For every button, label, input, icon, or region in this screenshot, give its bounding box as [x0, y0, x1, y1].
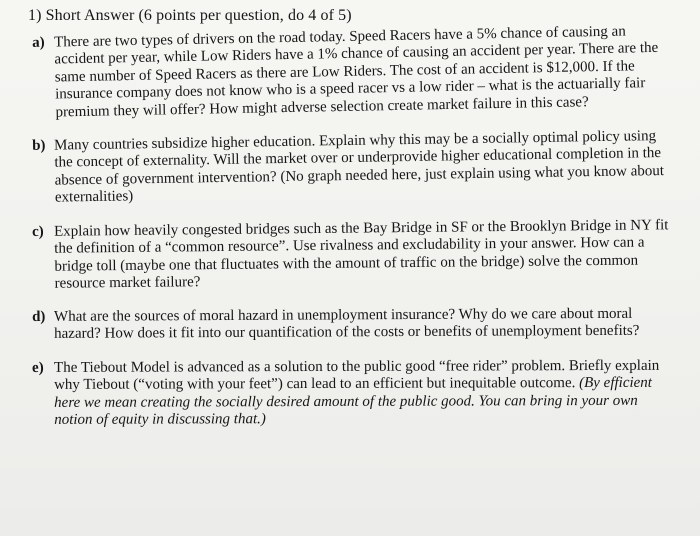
question-list: [28, 23, 680, 430]
question-letter: c): [31, 223, 44, 240]
question-letter: b): [31, 137, 46, 154]
question-text: What are the sources of moral hazard in unemployment insurance? Why do we care about moral hazard? How does it fit into our quantification of the costs or benefits of unemployment benefits?: [53, 306, 640, 343]
question-e: [28, 358, 680, 430]
question-a: [28, 22, 682, 122]
question-letter: e): [31, 360, 44, 377]
question-c: [28, 217, 681, 293]
section-heading: 1) Short Answer (6 points per question, do 4 of 5): [28, 7, 352, 24]
question-text-main: The Tiebout Model is advanced as a solution to the public good “free rider” problem. Briefly explain why Tiebout (“voting with your feet”) can lead to an efficient but inequitable outcome.: [53, 357, 660, 394]
question-text: There are two types of drivers on the road today. Speed Racers have a 5% chance of causing an accident per year, while Low Riders have a 1% chance of causing an accident per year. There are the same number of Speed Racers as there are Low Riders. The cost of an accident is $12,000. If the insurance company does not know who is a speed racer vs a low rider – what is the actuarially fair premium they will offer? How might adverse selection create market failure in this case?: [53, 23, 659, 121]
question-b: [28, 128, 681, 208]
question-text: Many countries subsidize higher education. Explain why this may be a socially optimal policy using the concept of externality. Will the market over or underprovide higher educational completion in the absence of government intervention? (No graph needed here, just explain using what you know about externalities): [53, 128, 665, 206]
question-text: [54, 358, 680, 430]
question-letter: a): [31, 34, 45, 51]
question-text-italic: (By efficient here we mean creating the socially desired amount of the public good. You can bring in your own notion of equity in discussing that.): [54, 375, 653, 429]
question-text: Explain how heavily congested bridges such as the Bay Bridge in SF or the Brooklyn Bridge in NY fit the definition of a “common resource”. Use rivalness and excludability in your answer. How can a bridge toll (maybe one that fluctuates with the amount of traffic on the bridge) solve the common resource market failure?: [53, 216, 669, 292]
question-letter: d): [31, 309, 46, 326]
question-d: [28, 306, 680, 344]
